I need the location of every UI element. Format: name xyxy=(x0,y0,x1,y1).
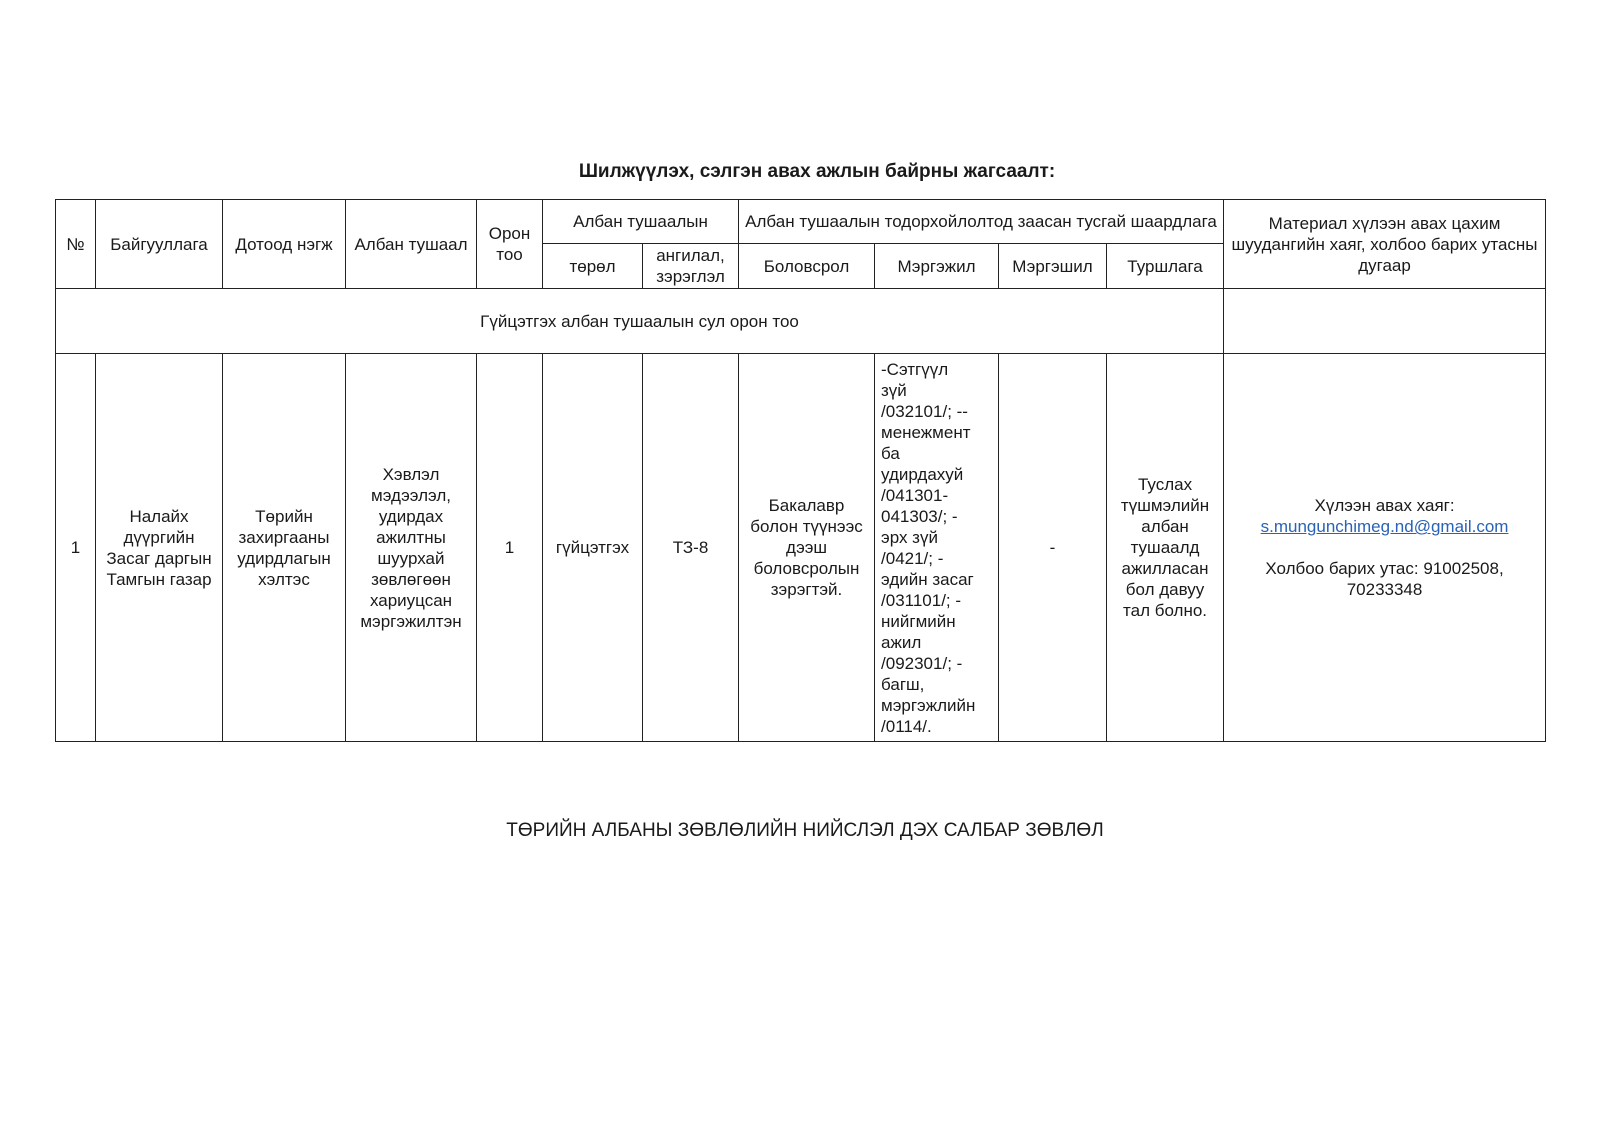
cell-organization: Налайх дүүргийн Засаг даргын Тамгын газар xyxy=(96,354,223,742)
profession-line: 041303/; - xyxy=(881,506,958,526)
profession-line: нийгмийн xyxy=(881,611,956,631)
cell-count: 1 xyxy=(477,354,543,742)
header-row-1 xyxy=(56,200,1546,244)
col-header-experience: Туршлага xyxy=(1107,244,1224,289)
profession-line: /0114/. xyxy=(881,716,932,736)
footer-organization: ТӨРИЙН АЛБАНЫ ЗӨВЛӨЛИЙН НИЙСЛЭЛ ДЭХ САЛБАР ЗӨВЛӨЛ xyxy=(506,820,1104,841)
contact-phone: Холбоо барих утас: 91002508, 70233348 xyxy=(1265,559,1504,599)
col-header-education: Боловсрол xyxy=(739,244,875,289)
col-header-rank: ангилал, зэрэглэл xyxy=(643,244,739,289)
profession-line: /0421/; - xyxy=(881,548,944,568)
profession-line: -Сэтгүүл xyxy=(881,359,949,379)
col-header-no: № xyxy=(56,200,96,289)
profession-line: удирдахуй xyxy=(881,464,964,484)
profession-line: багш, xyxy=(881,674,925,694)
cell-unit: Төрийн захиргааны удирдлагын хэлтэс xyxy=(223,354,346,742)
cell-type: гүйцэтгэх xyxy=(543,354,643,742)
col-header-position-group: Албан тушаалын xyxy=(543,200,739,244)
profession-line: зүй xyxy=(881,380,907,400)
profession-line: /031101/; - xyxy=(881,590,962,610)
profession-line: мэргэжлийн xyxy=(881,695,976,715)
contact-spacer xyxy=(1230,537,1539,558)
col-header-profession: Мэргэжил xyxy=(875,244,999,289)
section-label: Гүйцэтгэх албан тушаалын сул орон тоо xyxy=(56,289,1224,354)
contact-email-link[interactable]: s.mungunchimeg.nd@gmail.com xyxy=(1260,517,1509,536)
table-row xyxy=(56,354,1546,742)
section-row xyxy=(56,289,1546,354)
cell-experience: Туслах түшмэлийн албан тушаалд ажилласан бол давуу тал болно. xyxy=(1107,354,1224,742)
profession-line: /032101/; -- xyxy=(881,401,968,421)
col-header-count: Орон тоо xyxy=(477,200,543,289)
cell-skill: - xyxy=(999,354,1107,742)
cell-contact xyxy=(1224,354,1546,742)
profession-line: ажил xyxy=(881,632,922,652)
col-header-organization: Байгууллага xyxy=(96,200,223,289)
cell-profession xyxy=(875,354,999,742)
cell-no: 1 xyxy=(56,354,96,742)
vacancy-table xyxy=(55,199,1546,742)
section-contact-cell xyxy=(1224,289,1546,354)
col-header-unit: Дотоод нэгж xyxy=(223,200,346,289)
contact-block xyxy=(1230,495,1539,600)
profession-line: /092301/; - xyxy=(881,653,963,673)
profession-line: эдийн засаг xyxy=(881,569,974,589)
col-header-requirements-group: Албан тушаалын тодорхойлолтод заасан тусгай шаардлага xyxy=(739,200,1224,244)
profession-line: менежмент xyxy=(881,422,971,442)
profession-line: /041301- xyxy=(881,485,949,505)
contact-email-label: Хүлээн авах хаяг: xyxy=(1314,496,1455,515)
page-title: Шилжүүлэх, сэлгэн авах ажлын байрны жагсаалт: xyxy=(578,161,1056,182)
profession-line: ба xyxy=(881,443,900,463)
col-header-position: Албан тушаал xyxy=(346,200,477,289)
profession-line: эрх зүй xyxy=(881,527,938,547)
cell-education: Бакалавр болон түүнээс дээш боловсролын зэрэгтэй. xyxy=(739,354,875,742)
col-header-skill: Мэргэшил xyxy=(999,244,1107,289)
col-header-contact: Материал хүлээн авах цахим шуудангийн хаяг, холбоо барих утасны дугаар xyxy=(1224,200,1546,289)
cell-rank: ТЗ-8 xyxy=(643,354,739,742)
col-header-type: төрөл xyxy=(543,244,643,289)
cell-position: Хэвлэл мэдээлэл, удирдах ажилтны шуурхай зөвлөгөөн хариуцсан мэргэжилтэн xyxy=(346,354,477,742)
